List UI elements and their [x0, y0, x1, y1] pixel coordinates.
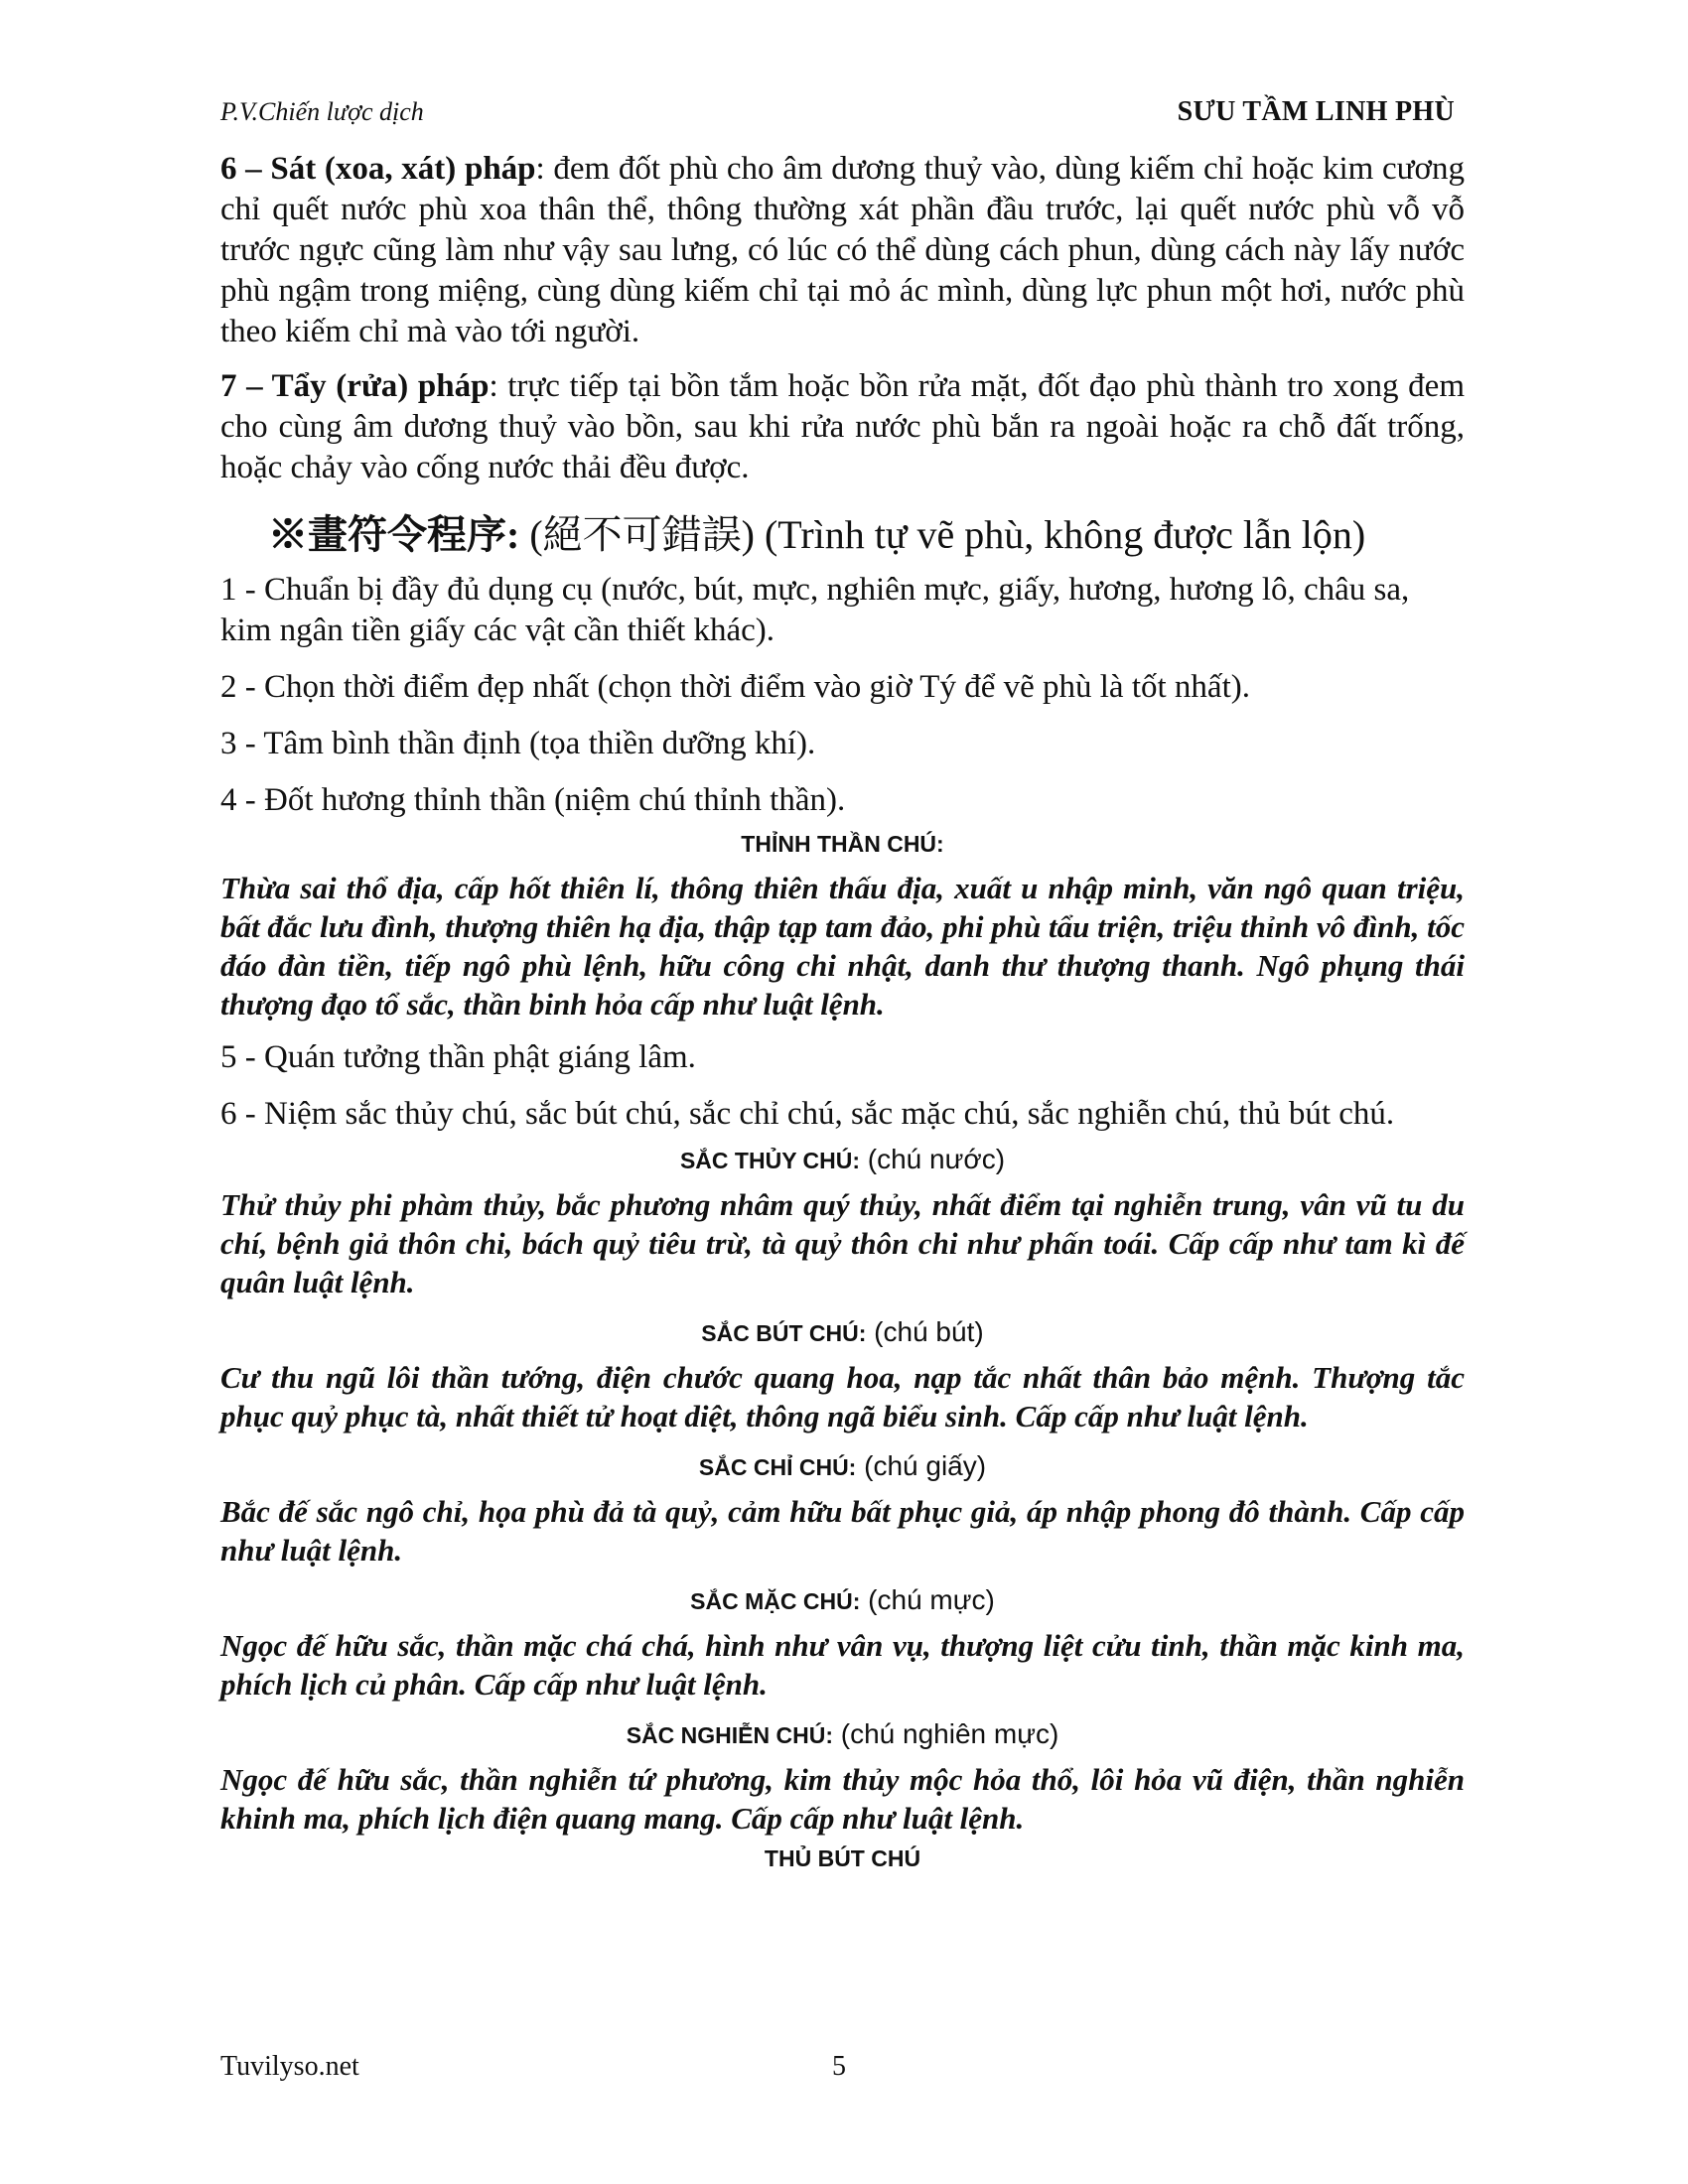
step-item: 5 - Quán tưởng thần phật giáng lâm. [220, 1039, 696, 1075]
paragraph-text: : trực tiếp tại bồn tắm hoặc bồn rửa mặt, đốt đạo phù thành tro xong đem cho cùng âm dương thuỷ vào bồn, sau khi rửa nước phù bắn ra ngoài hoặc ra chỗ đất trống, hoặc chảy vào cống nước thải đều được. [220, 368, 1466, 485]
step-item: 1 - Chuẩn bị đầy đủ dụng cụ (nước, bút, mực, nghiên mực, giấy, hương, hương lô, châu sa, kim ngân tiền giấy các vật cần thiết khác). [220, 572, 1410, 648]
chant-text: Thử thủy phi phàm thủy, bắc phương nhâm quý thủy, nhất điểm tại nghiễn trung, vân vũ tu du chí, bệnh giả thôn chi, bách quỷ tiêu trừ, tà quỷ thôn chi như phấn toái. Cấp cấp như tam kì đế quân luật lệnh. [220, 1187, 1465, 1299]
section-heading [268, 510, 1465, 560]
chant-heading: SẮC MẶC CHÚ: (chú mực) [690, 1584, 995, 1615]
section-heading-cjk-note: (絕不可錯誤) [519, 512, 755, 557]
step-item: 4 - Đốt hương thỉnh thần (niệm chú thỉnh thần). [220, 782, 846, 818]
step-item: 2 - Chọn thời điểm đẹp nhất (chọn thời điểm vào giờ Tý để vẽ phù là tốt nhất). [220, 669, 1250, 705]
chant-heading: SẮC BÚT CHÚ: (chú bút) [701, 1316, 984, 1347]
section-heading-cjk: ※畫符令程序: [268, 512, 520, 557]
page-number: 5 [832, 2051, 846, 2082]
header-translator: P.V.Chiến lược dịch [220, 97, 424, 126]
chant-text: Ngọc đế hữu sắc, thần nghiễn tứ phương, kim thủy mộc hỏa thổ, lôi hỏa vũ điện, thần nghiễn khinh ma, phích lịch điện quang mang. Cấp cấp như luật lệnh. [220, 1762, 1465, 1836]
final-chant-heading: THỦ BÚT CHÚ [764, 1845, 921, 1871]
header-title: SƯU TẦM LINH PHÙ [1177, 96, 1455, 127]
chant-heading: THỈNH THẦN CHÚ: [741, 831, 944, 857]
chant-heading: SẮC THỦY CHÚ: (chú nước) [679, 1144, 1006, 1174]
chant-text: Thừa sai thổ địa, cấp hốt thiên lí, thông thiên thấu địa, xuất u nhập minh, văn ngô quan triệu, bất đắc lưu đình, thượng thiên hạ địa, thập tạp tam đảo, phi phù tẩu triện, triệu thỉnh vô đình, tốc đáo đàn tiền, tiếp ngô phù lệnh, hữu công chi nhật, danh thư thượng thanh. Ngô phụng thái thượng đạo tổ sắc, thần binh hỏa cấp như luật lệnh. [220, 871, 1465, 1022]
page-content [220, 149, 1465, 1883]
paragraph-text: : đem đốt phù cho âm dương thuỷ vào, dùng kiếm chỉ hoặc kim cương chỉ quết nước phù xoa thân thể, thông thường xát phần đầu trước, lại quết nước phù vỗ vỗ trước ngực cũng làm như vậy sau lưng, có lúc có thể dùng cách phun, dùng cách này lấy nước phù ngậm trong miệng, cùng dùng kiếm chỉ tại mỏ ác mình, dùng lực phun một hơi, nước phù theo kiếm chỉ mà vào tới người. [220, 151, 1465, 349]
step-item: 6 - Niệm sắc thủy chú, sắc bút chú, sắc chỉ chú, sắc mặc chú, sắc nghiễn chú, thủ bút chú. [220, 1096, 1395, 1132]
paragraph-sat-phap [220, 149, 1465, 352]
chant-heading: SẮC NGHIỄN CHÚ: (chú nghiên mực) [626, 1718, 1059, 1749]
chant-heading: SẮC CHỈ CHÚ: (chú giấy) [698, 1450, 987, 1481]
step-item: 3 - Tâm bình thần định (tọa thiền dưỡng khí). [220, 726, 816, 761]
section-heading-viet: (Trình tự vẽ phù, không được lẫn lộn) [754, 512, 1366, 557]
chant-text: Bắc đế sắc ngô chỉ, họa phù đả tà quỷ, cảm hữu bất phục giả, áp nhập phong đô thành. Cấp cấp như luật lệnh. [220, 1494, 1465, 1568]
chant-text: Ngọc đế hữu sắc, thần mặc chá chá, hình như vân vụ, thượng liệt cửu tinh, thần mặc kinh ma, phích lịch củ phân. Cấp cấp như luật lệnh. [220, 1628, 1465, 1702]
chant-text: Cư thu ngũ lôi thần tướng, điện chước quang hoa, nạp tắc nhất thân bảo mệnh. Thượng tắc phục quỷ phục tà, nhất thiết tử hoạt diệt, thông ngã biểu sinh. Cấp cấp như luật lệnh. [220, 1360, 1465, 1433]
footer-site: Tuvilyso.net [220, 2051, 359, 2082]
paragraph-tay-phap [220, 366, 1465, 488]
paragraph-lead: 7 – Tẩy (rửa) pháp [220, 368, 490, 404]
paragraph-lead: 6 – Sát (xoa, xát) pháp [220, 151, 536, 187]
